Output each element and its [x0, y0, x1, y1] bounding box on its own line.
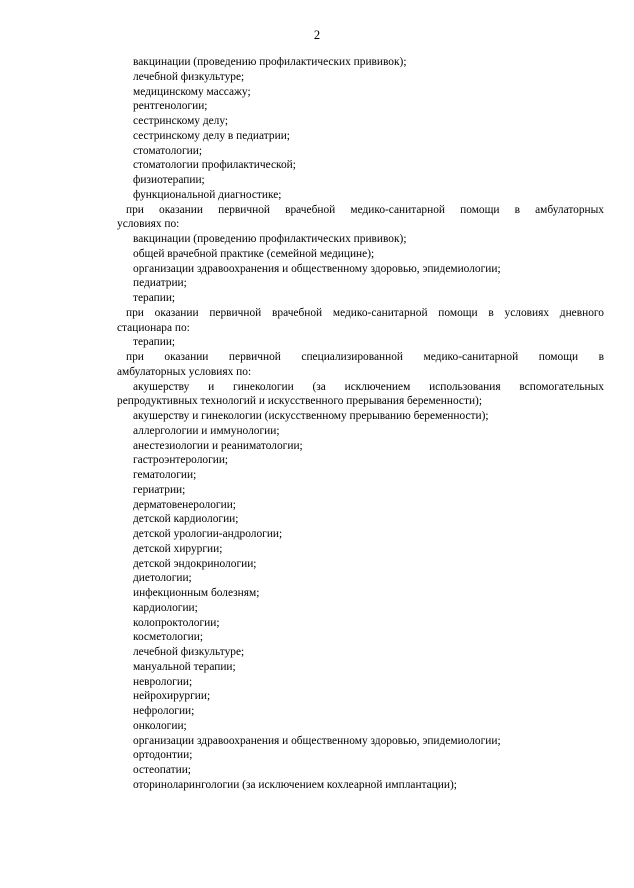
list-item: дерматовенерологии;: [133, 498, 236, 511]
list-item: нефрологии;: [133, 705, 195, 717]
document-body: [117, 55, 604, 793]
list-item: лечебной физкультуре;: [133, 70, 245, 83]
list-item: лечебной физкультуре;: [133, 646, 245, 658]
list-item: детской хирургии;: [133, 542, 223, 555]
list-item: функциональной диагностике;: [133, 188, 282, 201]
page-number: 2: [313, 28, 321, 42]
list-item: колопроктологии;: [133, 616, 220, 629]
list-item: кардиологии;: [133, 601, 198, 614]
section-heading-continuation: условиях по:: [117, 218, 180, 231]
section-heading: при оказании первичной врачебной медико-санитарной помощи в условиях дневного: [126, 306, 604, 319]
list-item: оториноларингологии (за исключением кохлеарной имплантации);: [133, 778, 457, 791]
section-heading-continuation: амбулаторных условиях по:: [117, 365, 252, 378]
list-item: стоматологии;: [133, 144, 203, 157]
list-item: вакцинации (проведению профилактических прививок);: [133, 56, 407, 68]
list-item: гематологии;: [133, 469, 197, 481]
list-item: диетологии;: [133, 572, 192, 585]
list-item: организации здравоохранения и общественному здоровью, эпидемиологии;: [133, 734, 501, 747]
list-item: косметологии;: [133, 631, 204, 644]
section-heading: при оказании первичной специализированной медико-санитарной помощи в: [126, 351, 604, 363]
list-item-continuation: репродуктивных технологий и искусственного прерывания беременности);: [117, 395, 483, 408]
list-item: сестринскому делу;: [133, 115, 229, 127]
section-heading-continuation: стационара по:: [117, 321, 190, 334]
list-item: анестезиологии и реаниматологии;: [133, 439, 303, 452]
list-item: физиотерапии;: [133, 174, 205, 186]
list-item: мануальной терапии;: [133, 660, 236, 673]
list-item: акушерству и гинекологии (за исключением использования вспомогательных: [133, 380, 604, 393]
list-item: терапии;: [133, 292, 176, 304]
list-item: терапии;: [133, 336, 176, 349]
list-item: педиатрии;: [133, 277, 187, 290]
list-item: остеопатии;: [133, 764, 191, 776]
list-item: стоматологии профилактической;: [133, 159, 296, 172]
list-item: инфекционным болезням;: [133, 587, 260, 599]
list-item: рентгенологии;: [133, 100, 208, 113]
list-item: ортодонтии;: [133, 749, 193, 762]
list-item: гастроэнтерологии;: [133, 454, 229, 467]
list-item: организации здравоохранения и общественному здоровью, эпидемиологии;: [133, 262, 501, 275]
list-item: сестринскому делу в педиатрии;: [133, 129, 290, 142]
list-item: аллергологии и иммунологии;: [133, 424, 280, 437]
list-item: нейрохирургии;: [133, 690, 211, 703]
list-item: детской эндокринологии;: [133, 557, 257, 570]
list-item: детской урологии-андрологии;: [133, 528, 283, 540]
list-item: онкологии;: [133, 719, 187, 732]
list-item: медицинскому массажу;: [133, 85, 251, 98]
list-item: вакцинации (проведению профилактических прививок);: [133, 233, 407, 245]
section-heading: при оказании первичной врачебной медико-санитарной помощи в амбулаторных: [126, 203, 604, 216]
list-item: акушерству и гинекологии (искусственному прерыванию беременности);: [133, 410, 489, 422]
list-item: гериатрии;: [133, 483, 186, 496]
list-item: неврологии;: [133, 675, 193, 688]
list-item: общей врачебной практике (семейной медицине);: [133, 247, 375, 260]
list-item: детской кардиологии;: [133, 513, 239, 526]
